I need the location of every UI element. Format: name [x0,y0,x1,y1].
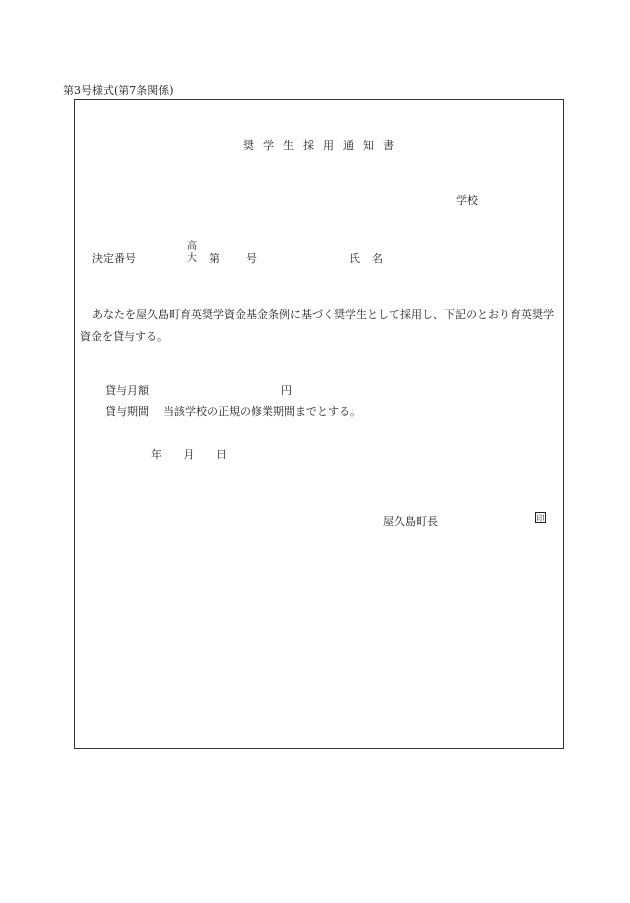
document-title: 奨学生採用通知書 [243,139,403,152]
date-line: 年 月 日 [151,448,227,461]
body-paragraph: あなたを屋久島町育英奨学資金基金条例に基づく奨学生として採用し、下記のとおり育英奨学資金を貸与する。 [80,308,554,343]
decision-number-label: 決定番号 [92,252,136,265]
loan-period-value: 当該学校の正規の修業期間までとする。 [163,405,361,418]
form-frame [74,99,564,749]
number-prefix: 第 [209,252,220,265]
form-number-label: 第3号様式(第7条関係) [63,84,174,97]
number-suffix: 号 [246,252,257,265]
school-level-stack [186,241,198,265]
level-university: 大 [187,253,197,264]
school-suffix: 学校 [456,194,478,207]
seal-mark: 印 [536,514,545,523]
loan-amount-label: 貸与月額 [105,384,149,397]
level-high: 高 [187,241,197,252]
yen-unit: 円 [281,384,292,397]
loan-period-label: 貸与期間 [105,405,149,418]
name-label: 氏名 [349,252,395,265]
issuer-title: 屋久島町長 [383,515,438,528]
